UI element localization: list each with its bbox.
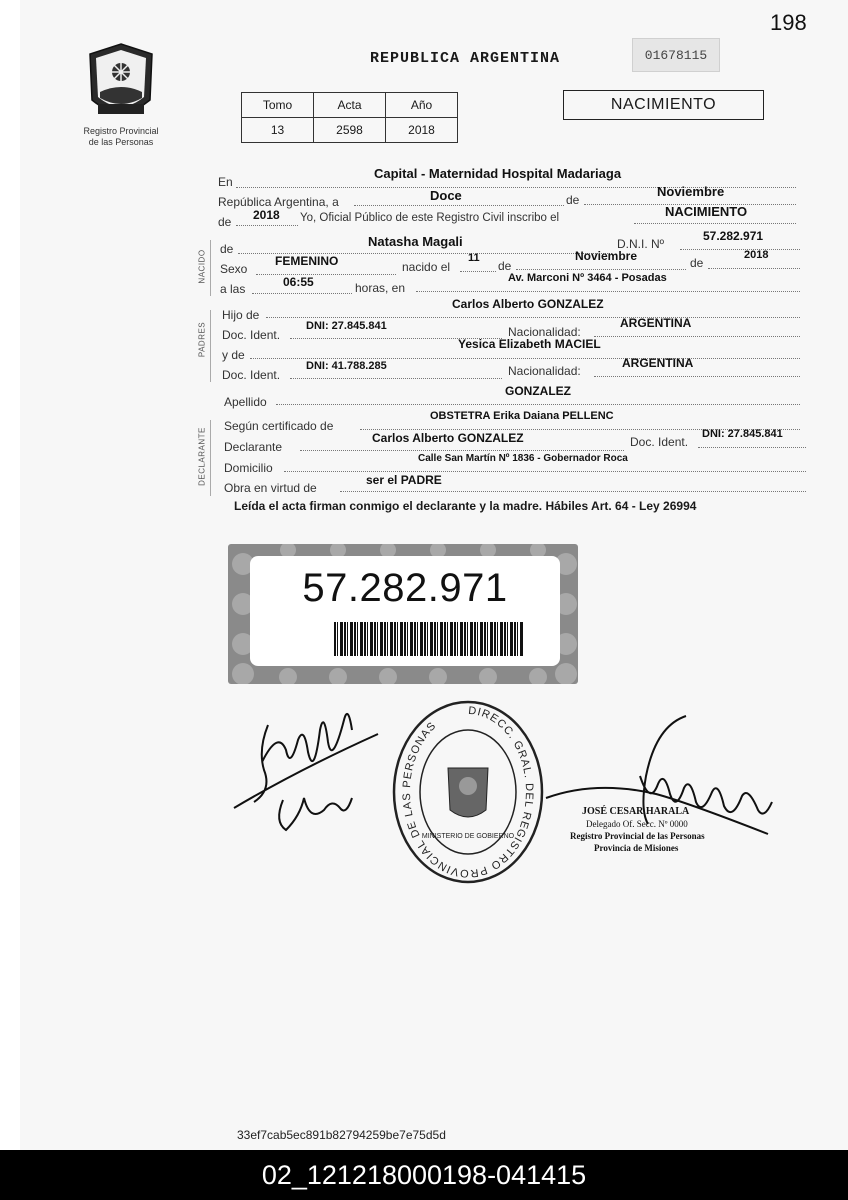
label-horas-en: horas, en [355, 281, 406, 295]
registry-line-1: Registro Provincial [83, 126, 159, 136]
value-birth-month: Noviembre [575, 249, 638, 263]
label-nacionalidad-1: Nacionalidad: [508, 325, 581, 339]
value-father-nat: ARGENTINA [620, 316, 692, 330]
label-a-las: a las [220, 282, 246, 296]
tomo-header: Tomo [242, 93, 314, 118]
bracket-padres [210, 310, 211, 382]
value-father: Carlos Alberto GONZALEZ [452, 297, 604, 311]
label-oficial: Yo, Oficial Público de este Registro Civil inscribo el [300, 212, 560, 224]
seal-ring-text: DIRECC. GRAL. DEL REGISTRO PROVINCIAL DE LAS PERSONAS [400, 704, 536, 880]
footer-code: 02_121218000198-041415 [0, 1150, 848, 1200]
value-birth-year: 2018 [744, 249, 769, 261]
section-padres: PADRES [197, 321, 207, 358]
value-address: Calle San Martín Nº 1836 - Gobernador Roca [418, 453, 628, 464]
value-sex: FEMENINO [275, 254, 339, 268]
official-line-1: Delegado Of. Secc. Nº 0000 [586, 819, 688, 829]
emblem-graphic [84, 42, 158, 124]
barcode [334, 622, 524, 656]
value-birth-place: Av. Marconi Nº 3464 - Posadas [508, 272, 667, 284]
section-declarante: DECLARANTE [197, 427, 207, 486]
dni-plate-inner [250, 556, 560, 666]
value-certificate: OBSTETRA Erika Daiana PELLENC [430, 410, 614, 422]
label-republica: República Argentina, a [218, 195, 339, 209]
value-place: Capital - Maternidad Hospital Madariaga [374, 166, 622, 181]
label-nacido: nacido el [402, 260, 451, 274]
label-y-de: y de [222, 348, 245, 362]
value-day: Doce [430, 188, 462, 203]
tomo-value: 13 [242, 118, 314, 143]
country-title: REPUBLICA ARGENTINA [370, 50, 561, 67]
acta-value: 2598 [314, 118, 386, 143]
value-mother-doc: DNI: 41.788.285 [306, 360, 387, 372]
label-de-birth-year: de [690, 256, 704, 270]
official-line-2: Registro Provincial de las Personas [570, 831, 705, 841]
value-father-doc: DNI: 27.845.841 [306, 320, 387, 332]
sheet-number: 198 [770, 10, 807, 35]
value-act: NACIMIENTO [665, 204, 748, 219]
value-capacity: ser el PADRE [366, 473, 442, 487]
registry-label [60, 126, 182, 148]
registry-line-2: de las Personas [88, 137, 154, 147]
label-de-birth-month: de [498, 259, 512, 273]
official-line-3: Provincia de Misiones [594, 843, 679, 853]
value-mother-nat: ARGENTINA [622, 356, 694, 370]
value-dni: 57.282.971 [703, 229, 764, 243]
value-birth-day: 11 [468, 252, 480, 264]
dni-plate [228, 544, 578, 684]
label-obra: Obra en virtud de [224, 481, 317, 495]
label-de-year: de [218, 215, 232, 229]
value-surname: GONZALEZ [505, 384, 571, 398]
record-table-header-row [242, 93, 458, 118]
section-nacido: NACIDO [197, 249, 207, 284]
label-domicilio: Domicilio [224, 461, 273, 475]
record-table [241, 92, 458, 143]
declarant-signature [228, 690, 388, 840]
seal-inner-text: MINISTERIO DE GOBIERNO [421, 833, 515, 840]
label-de-month: de [566, 193, 580, 207]
label-dni: D.N.I. Nº [617, 237, 665, 251]
value-declarant-doc: DNI: 27.845.841 [702, 428, 783, 440]
official-stamp [570, 806, 770, 854]
document-hash: 33ef7cab5ec891b82794259be7e75d5d [237, 1128, 446, 1142]
label-sexo: Sexo [220, 262, 248, 276]
label-en: En [218, 175, 233, 189]
record-type-box: NACIMIENTO [563, 90, 764, 120]
dni-plate-number: 57.282.971 [302, 566, 508, 610]
value-declarant: Carlos Alberto GONZALEZ [372, 431, 524, 445]
official-seal [390, 698, 546, 888]
closing-text: Leída el acta firman conmigo el declarante y la madre. Hábiles Art. 64 - Ley 26994 [234, 499, 697, 513]
record-table-value-row [242, 118, 458, 143]
value-mother: Yesica Elizabeth MACIEL [458, 337, 601, 351]
label-de-name: de [220, 242, 234, 256]
provincial-emblem [84, 42, 158, 124]
acta-header: Acta [314, 93, 386, 118]
label-doc-ident-2: Doc. Ident. [222, 368, 281, 382]
label-hijo-de: Hijo de [222, 308, 260, 322]
value-time: 06:55 [283, 275, 314, 289]
value-month: Noviembre [657, 184, 725, 199]
label-declarante: Declarante [224, 440, 283, 454]
anio-header: Año [386, 93, 458, 118]
anio-value: 2018 [386, 118, 458, 143]
label-apellido: Apellido [224, 395, 267, 409]
label-nacionalidad-2: Nacionalidad: [508, 364, 581, 378]
official-name: JOSÉ CESAR HARALA [582, 806, 690, 817]
serial-number: 01678115 [632, 38, 720, 72]
bracket-declarante [210, 420, 211, 496]
label-doc-ident-3: Doc. Ident. [630, 435, 689, 449]
value-name: Natasha Magali [368, 234, 463, 249]
label-segun: Según certificado de [224, 419, 334, 433]
value-year: 2018 [253, 208, 280, 222]
label-doc-ident-1: Doc. Ident. [222, 328, 281, 342]
bracket-nacido [210, 240, 211, 296]
